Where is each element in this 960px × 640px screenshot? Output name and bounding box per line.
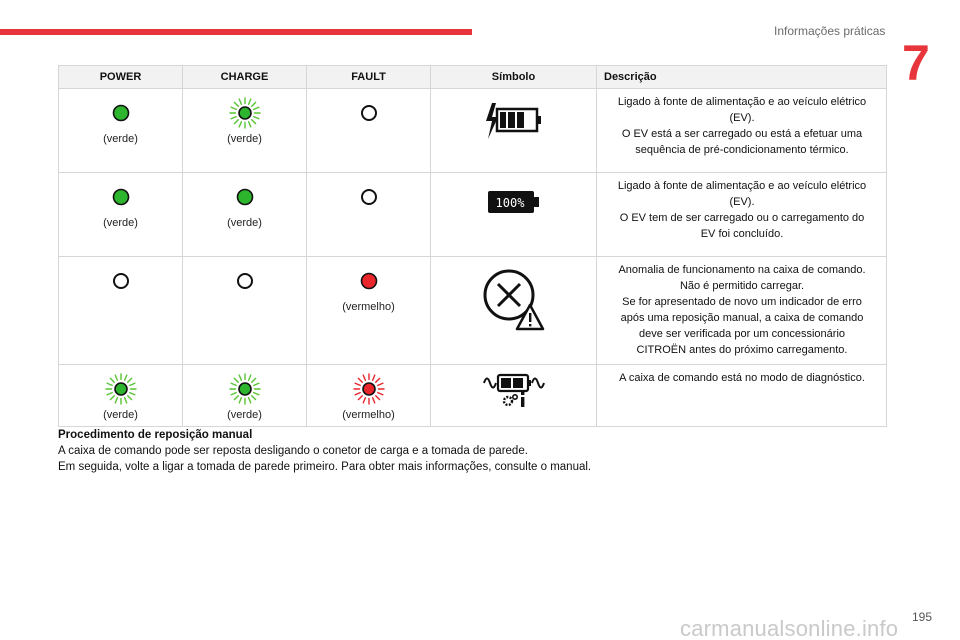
charge-led-green-icon (229, 181, 261, 213)
symbol-cell (431, 365, 597, 427)
fault-cell (307, 89, 431, 173)
description-cell (597, 89, 887, 173)
column-header-description: Descrição (597, 66, 887, 89)
table-header-row (59, 66, 887, 89)
charge-led-green-blinking-icon (229, 97, 261, 129)
battery-full-icon (486, 196, 542, 222)
charging-battery-icon (484, 140, 544, 152)
description-line: Não é permitido carregar. (679, 280, 805, 292)
power-cell (59, 365, 183, 427)
charge-cell (183, 257, 307, 365)
diagnostic-mode-icon (482, 402, 546, 414)
table-row (59, 173, 887, 257)
led-label: (verde) (227, 409, 262, 421)
fault-led-off-icon (353, 181, 385, 213)
symbol-cell (431, 89, 597, 173)
description-line: deve ser verificada por um concessionário (638, 328, 846, 340)
led-label: (verde) (103, 409, 138, 421)
column-header-charge: CHARGE (183, 66, 307, 89)
description-line: Anomalia de funcionamento na caixa de comando. (618, 264, 866, 276)
manual-reset-title: Procedimento de reposição manual (58, 429, 253, 441)
led-label: (vermelho) (342, 409, 395, 421)
power-cell (59, 89, 183, 173)
manual-reset-section (58, 427, 591, 475)
header-accent-bar (0, 29, 472, 35)
description-line: (EV). (729, 112, 755, 124)
power-led-green-icon (105, 181, 137, 213)
led-label: (verde) (103, 217, 138, 229)
charge-led-off-icon (229, 265, 261, 297)
led-label: (vermelho) (342, 301, 395, 313)
power-led-green-icon (105, 97, 137, 129)
description-line: Ligado à fonte de alimentação e ao veículo elétrico (617, 180, 867, 192)
column-header-power: POWER (59, 66, 183, 89)
power-cell (59, 257, 183, 365)
page-number: 195 (912, 610, 933, 624)
fault-led-red-blinking-icon (353, 373, 385, 405)
status-table (58, 65, 887, 427)
fault-cell (307, 257, 431, 365)
charge-cell (183, 89, 307, 173)
description-line: Se for apresentado de novo um indicador de erro (622, 296, 862, 308)
column-header-fault: FAULT (307, 66, 431, 89)
section-title: Informações práticas (774, 24, 886, 38)
led-label: (verde) (103, 133, 138, 145)
description-line: A caixa de comando está no modo de diagnóstico. (619, 372, 865, 384)
description-line: CITROËN antes do próximo carregamento. (636, 344, 848, 356)
description-line: sequência de pré-condicionamento térmico. (635, 144, 849, 156)
charge-led-green-blinking-icon (229, 373, 261, 405)
column-header-symbol: Símbolo (431, 66, 597, 89)
watermark: carmanualsonline.info (680, 616, 899, 640)
symbol-cell (431, 257, 597, 365)
fault-cell (307, 365, 431, 427)
description-line: EV foi concluído. (700, 228, 784, 240)
description-cell (597, 173, 887, 257)
description-line: após uma reposição manual, a caixa de comando (620, 312, 864, 324)
symbol-cell (431, 173, 597, 257)
fault-cell (307, 173, 431, 257)
chapter-number: 7 (902, 35, 930, 91)
table-row (59, 257, 887, 365)
charge-cell (183, 173, 307, 257)
manual-reset-line: Em seguida, volte a ligar a tomada de parede primeiro. Para obter mais informações, consulte o manual. (58, 461, 592, 473)
charge-cell (183, 365, 307, 427)
led-label: (verde) (227, 133, 262, 145)
power-led-green-blinking-icon (105, 373, 137, 405)
power-led-off-icon (105, 265, 137, 297)
fault-led-red-icon (353, 265, 385, 297)
table-row (59, 89, 887, 173)
description-line: O EV tem de ser carregado ou o carregamento do (619, 212, 865, 224)
fault-led-off-icon (353, 97, 385, 129)
led-label: (verde) (227, 217, 262, 229)
charging-fault-icon (481, 324, 547, 336)
manual-reset-line: A caixa de comando pode ser reposta desligando o conetor de carga e a tomada de parede. (58, 445, 528, 457)
description-line: (EV). (729, 196, 755, 208)
power-cell (59, 173, 183, 257)
description-cell (597, 365, 887, 427)
description-line: O EV está a ser carregado ou está a efetuar uma (621, 128, 863, 140)
description-line: Ligado à fonte de alimentação e ao veículo elétrico (617, 96, 867, 108)
description-cell (597, 257, 887, 365)
table-row (59, 365, 887, 427)
battery-percent-text: 100% (495, 196, 524, 210)
